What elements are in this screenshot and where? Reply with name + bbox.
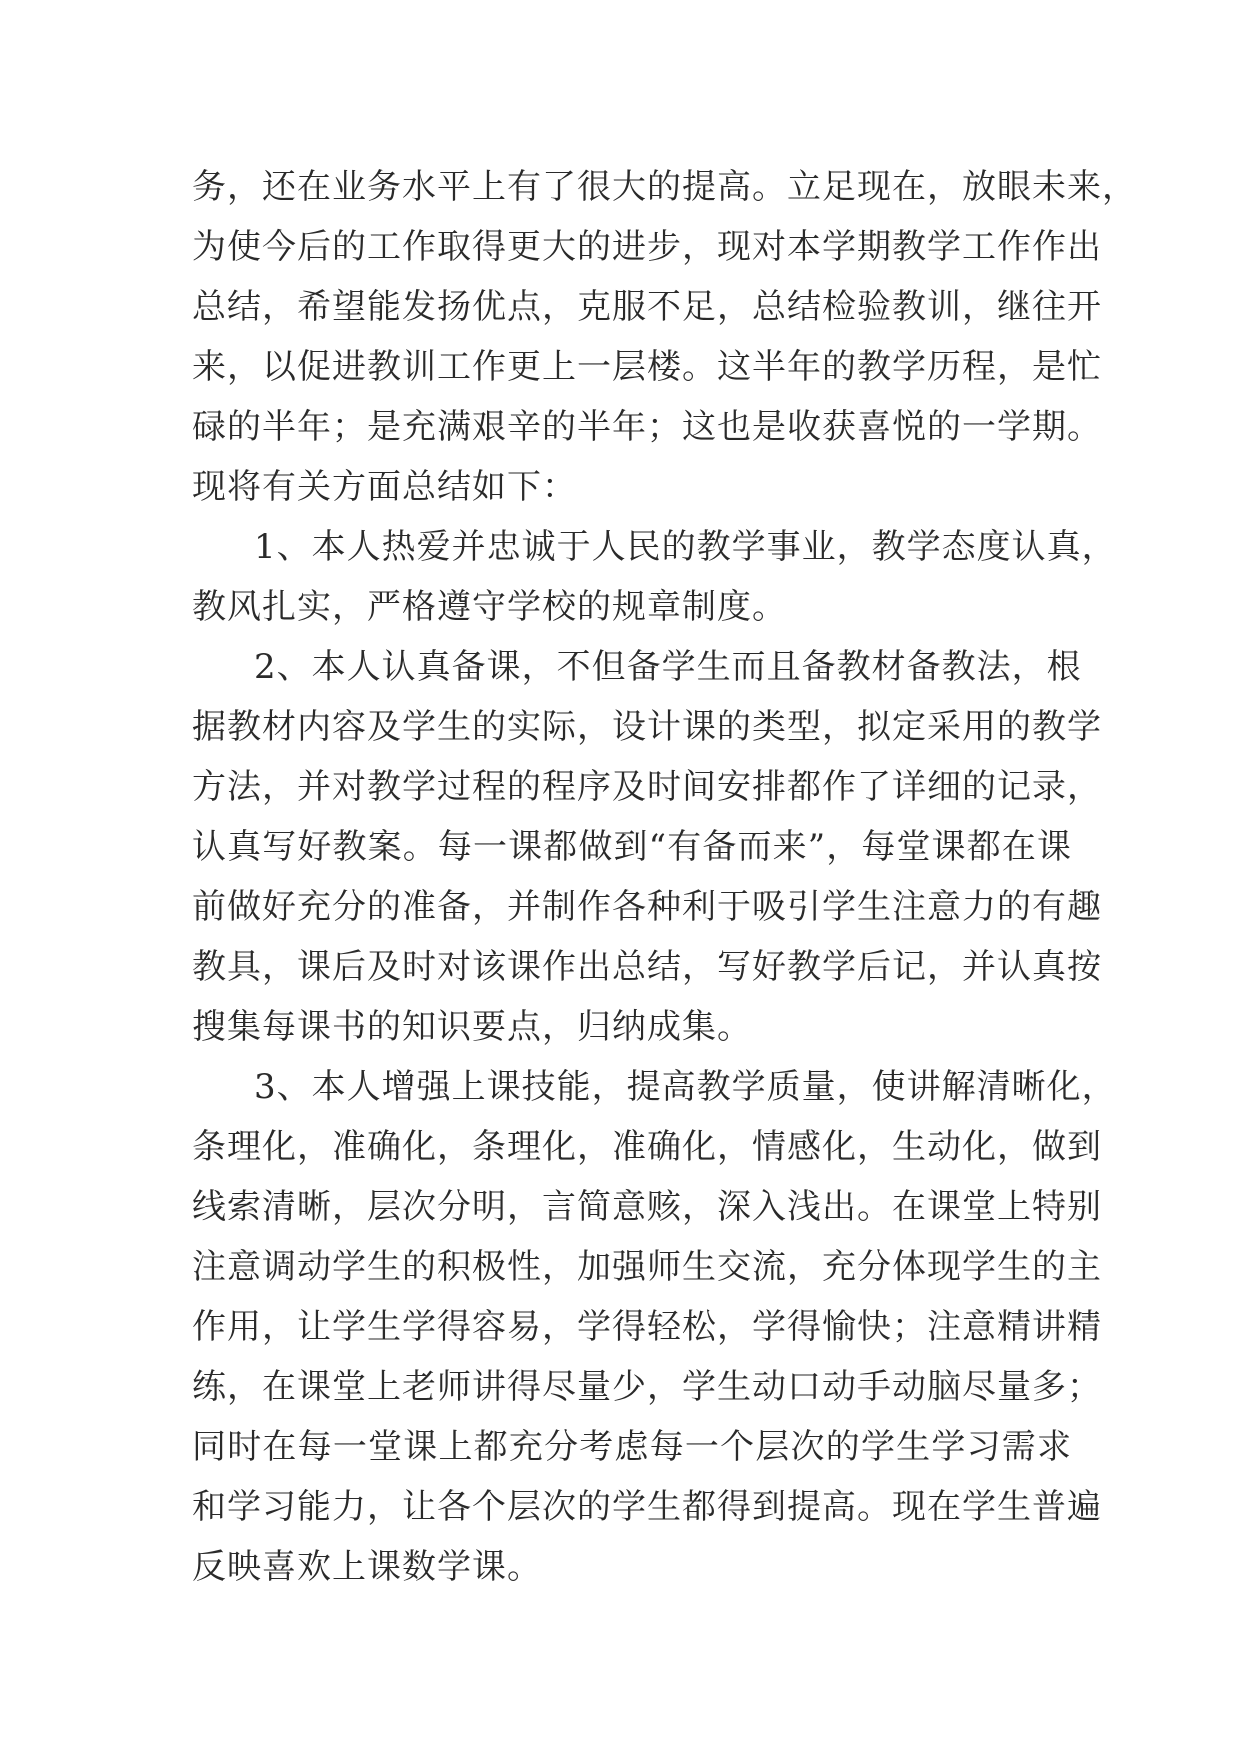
text-line: 教具，课后及时对该课作出总结，写好教学后记，并认真按 <box>192 947 1102 987</box>
text-line: 和学习能力，让各个层次的学生都得到提高。现在学生普遍 <box>192 1487 1102 1527</box>
text-line: 1、本人热爱并忠诚于人民的教学事业，教学态度认真， <box>254 527 1117 567</box>
text-line: 条理化，准确化，条理化，准确化，情感化，生动化，做到 <box>192 1127 1102 1167</box>
text-line: 注意调动学生的积极性，加强师生交流，充分体现学生的主 <box>192 1247 1102 1287</box>
body-text <box>192 157 1137 1597</box>
text-line: 教风扎实，严格遵守学校的规章制度。 <box>192 587 787 627</box>
text-line: 碌的半年；是充满艰辛的半年；这也是收获喜悦的一学期。 <box>192 407 1102 447</box>
text-line: 反映喜欢上课数学课。 <box>192 1547 542 1587</box>
text-line: 总结，希望能发扬优点，克服不足，总结检验教训，继往开 <box>192 287 1102 327</box>
text-line: 线索清晰，层次分明，言简意赅，深入浅出。在课堂上特别 <box>192 1187 1102 1227</box>
text-line: 据教材内容及学生的实际，设计课的类型，拟定采用的教学 <box>192 707 1102 747</box>
text-line: 务，还在业务水平上有了很大的提高。立足现在，放眼未来， <box>192 167 1137 207</box>
text-line: 搜集每课书的知识要点，归纳成集。 <box>192 1007 752 1047</box>
text-line: 现将有关方面总结如下： <box>192 467 577 507</box>
text-line: 为使今后的工作取得更大的进步，现对本学期教学工作作出 <box>192 227 1102 267</box>
text-line: 方法，并对教学过程的程序及时间安排都作了详细的记录， <box>192 767 1102 807</box>
text-line: 同时在每一堂课上都充分考虑每一个层次的学生学习需求 <box>192 1427 1072 1467</box>
text-line: 来，以促进教训工作更上一层楼。这半年的教学历程，是忙 <box>192 347 1102 387</box>
text-line: 前做好充分的准备，并制作各种利于吸引学生注意力的有趣 <box>192 887 1102 927</box>
text-line: 认真写好教案。每一课都做到“有备而来”，每堂课都在课 <box>192 827 1072 867</box>
text-line: 练，在课堂上老师讲得尽量少，学生动口动手动脑尽量多； <box>192 1367 1102 1407</box>
text-line: 2、本人认真备课，不但备学生而且备教材备教法，根 <box>254 647 1082 687</box>
text-line: 3、本人增强上课技能，提高教学质量，使讲解清晰化， <box>254 1067 1117 1107</box>
text-line: 作用，让学生学得容易，学得轻松，学得愉快；注意精讲精 <box>192 1307 1102 1347</box>
